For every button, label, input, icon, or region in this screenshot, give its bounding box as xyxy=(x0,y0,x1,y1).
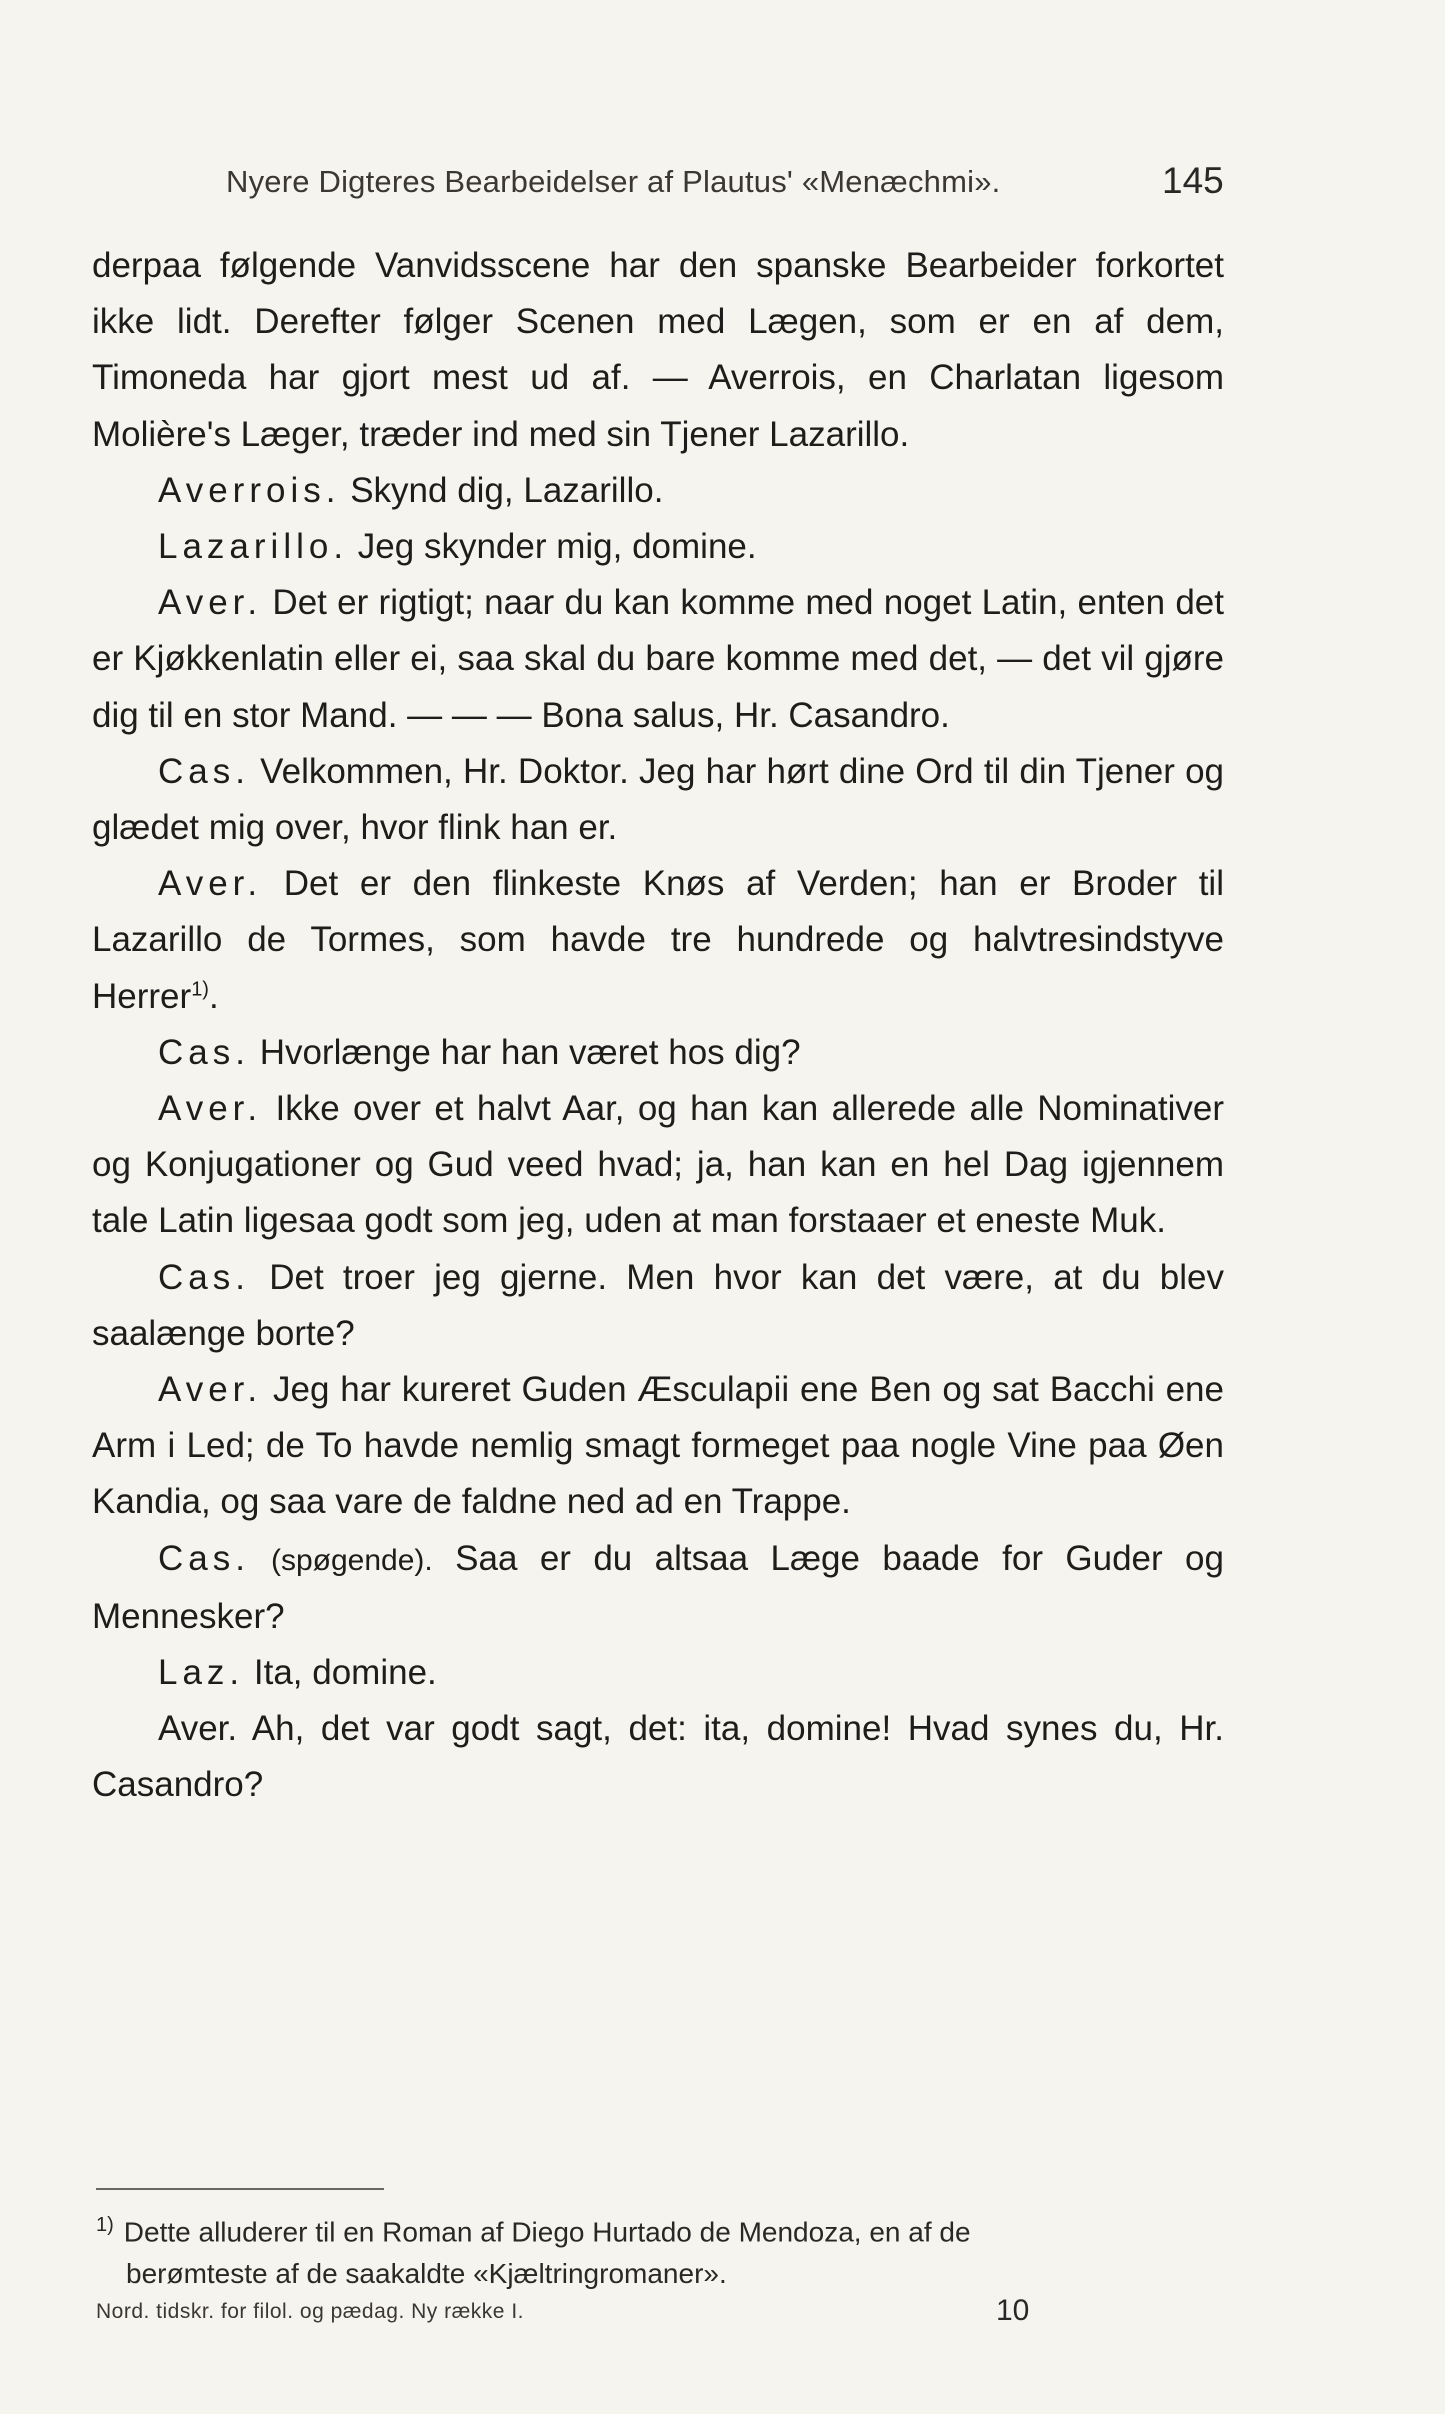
speech: Velkommen, Hr. Doktor. Jeg har hørt dine Ord til din Tjener og glædet mig over, hvor flink han er. xyxy=(92,751,1224,848)
dialogue-line xyxy=(92,1531,1224,1645)
dialogue-line xyxy=(92,1250,1224,1362)
stage-direction: (spøgende). xyxy=(249,1543,433,1577)
dialogue-line xyxy=(92,463,1224,519)
dialogue-line xyxy=(92,519,1224,575)
signature-text: Nord. tidskr. for filol. og pædag. Ny række I. xyxy=(96,2300,524,2323)
printer-signature xyxy=(96,2294,1226,2334)
dialogue-line xyxy=(92,856,1224,1025)
speaker-name: Aver. xyxy=(158,1089,263,1129)
paragraph: derpaa følgende Vanvidsscene har den spanske Bearbeider forkortet ikke lidt. Derefter følger Scenen med Lægen, som er en af dem, Timoneda har gjort mest ud af. — Averrois, en Charlatan ligesom Molière's Læger, træder ind med sin Tjener Lazarillo. xyxy=(92,246,1224,454)
dialogue-line xyxy=(92,1081,1224,1250)
footnote-reference: 1) xyxy=(191,977,209,1000)
footnote-divider xyxy=(96,2188,384,2190)
page-number: 145 xyxy=(1162,160,1224,201)
speech: Saa er du altsaa Læge baade for Guder og Mennesker? xyxy=(92,1538,1224,1636)
speech-end: . xyxy=(208,976,219,1016)
speech: Ita, domine. xyxy=(244,1653,437,1693)
speaker-name: Cas. xyxy=(158,751,250,791)
speaker-name: Aver. xyxy=(158,1370,263,1410)
speech: Ikke over et halvt Aar, og han kan allerede alle Nominativer og Konjugationer og Gud veed hvad; ja, han kan en hel Dag igjennem tale Latin ligesaa godt som jeg, uden at man forstaaer et eneste Muk. xyxy=(92,1089,1224,1241)
speaker-name: Aver. xyxy=(158,864,263,904)
dialogue-line xyxy=(92,1701,1224,1813)
dialogue-line xyxy=(92,744,1224,856)
speaker-name: Lazarillo. xyxy=(158,527,349,567)
speech: Ah, det var godt sagt, det: ita, domine! Hvad synes du, Hr. Casandro? xyxy=(92,1709,1224,1805)
footnote-line: berømteste af de saakaldte «Kjæltringromaner». xyxy=(126,2258,727,2290)
speech: Hvorlænge har han været hos dig? xyxy=(249,1032,801,1072)
running-title: Nyere Digteres Bearbeidelser af Plautus' «Menæchmi». xyxy=(226,164,1001,199)
dialogue-line xyxy=(92,575,1224,744)
speech: Skynd dig, Lazarillo. xyxy=(340,470,664,510)
speech: Det er den flinkeste Knøs af Verden; han er Broder til Lazarillo de Tormes, som havde tre hundrede og halvtresindstyve Herrer xyxy=(92,864,1224,1016)
speaker-name: Cas. xyxy=(158,1538,250,1578)
speaker-name: Laz. xyxy=(158,1653,245,1693)
dialogue-line xyxy=(92,1025,1224,1081)
speech: Det troer jeg gjerne. Men hvor kan det være, at du blev saalænge borte? xyxy=(92,1257,1224,1353)
speech: Det er rigtigt; naar du kan komme med noget Latin, enten det er Kjøkkenlatin eller ei, saa skal du bare komme med det, — det vil gjøre dig til en stor Mand. — — — Bona salus, Hr. Casandro. xyxy=(92,583,1224,735)
speech: Jeg har kureret Guden Æsculapii ene Ben og sat Bacchi ene Arm i Led; de To havde nemlig smagt formeget paa nogle Vine paa Øen Kandia, og saa vare de faldne ned ad en Trappe. xyxy=(92,1370,1224,1522)
footnote xyxy=(96,2204,1226,2295)
dialogue-line xyxy=(92,1645,1224,1701)
speaker-name: Averrois. xyxy=(158,470,341,510)
body-text xyxy=(92,238,1224,1814)
speaker-name: Aver. xyxy=(158,1709,238,1749)
page-header xyxy=(0,150,1445,200)
speaker-name: Cas. xyxy=(158,1257,250,1297)
speech: Jeg skynder mig, domine. xyxy=(348,527,757,567)
speaker-name: Cas. xyxy=(158,1032,250,1072)
footnote-line: Dette alluderer til en Roman af Diego Hurtado de Mendoza, en af de xyxy=(123,2216,971,2248)
speaker-name: Aver. xyxy=(158,583,263,623)
dialogue-line xyxy=(92,1362,1224,1531)
signature-number: 10 xyxy=(996,2294,1030,2327)
footnote-marker: 1) xyxy=(96,2214,114,2236)
footnote-text xyxy=(96,2204,1226,2253)
